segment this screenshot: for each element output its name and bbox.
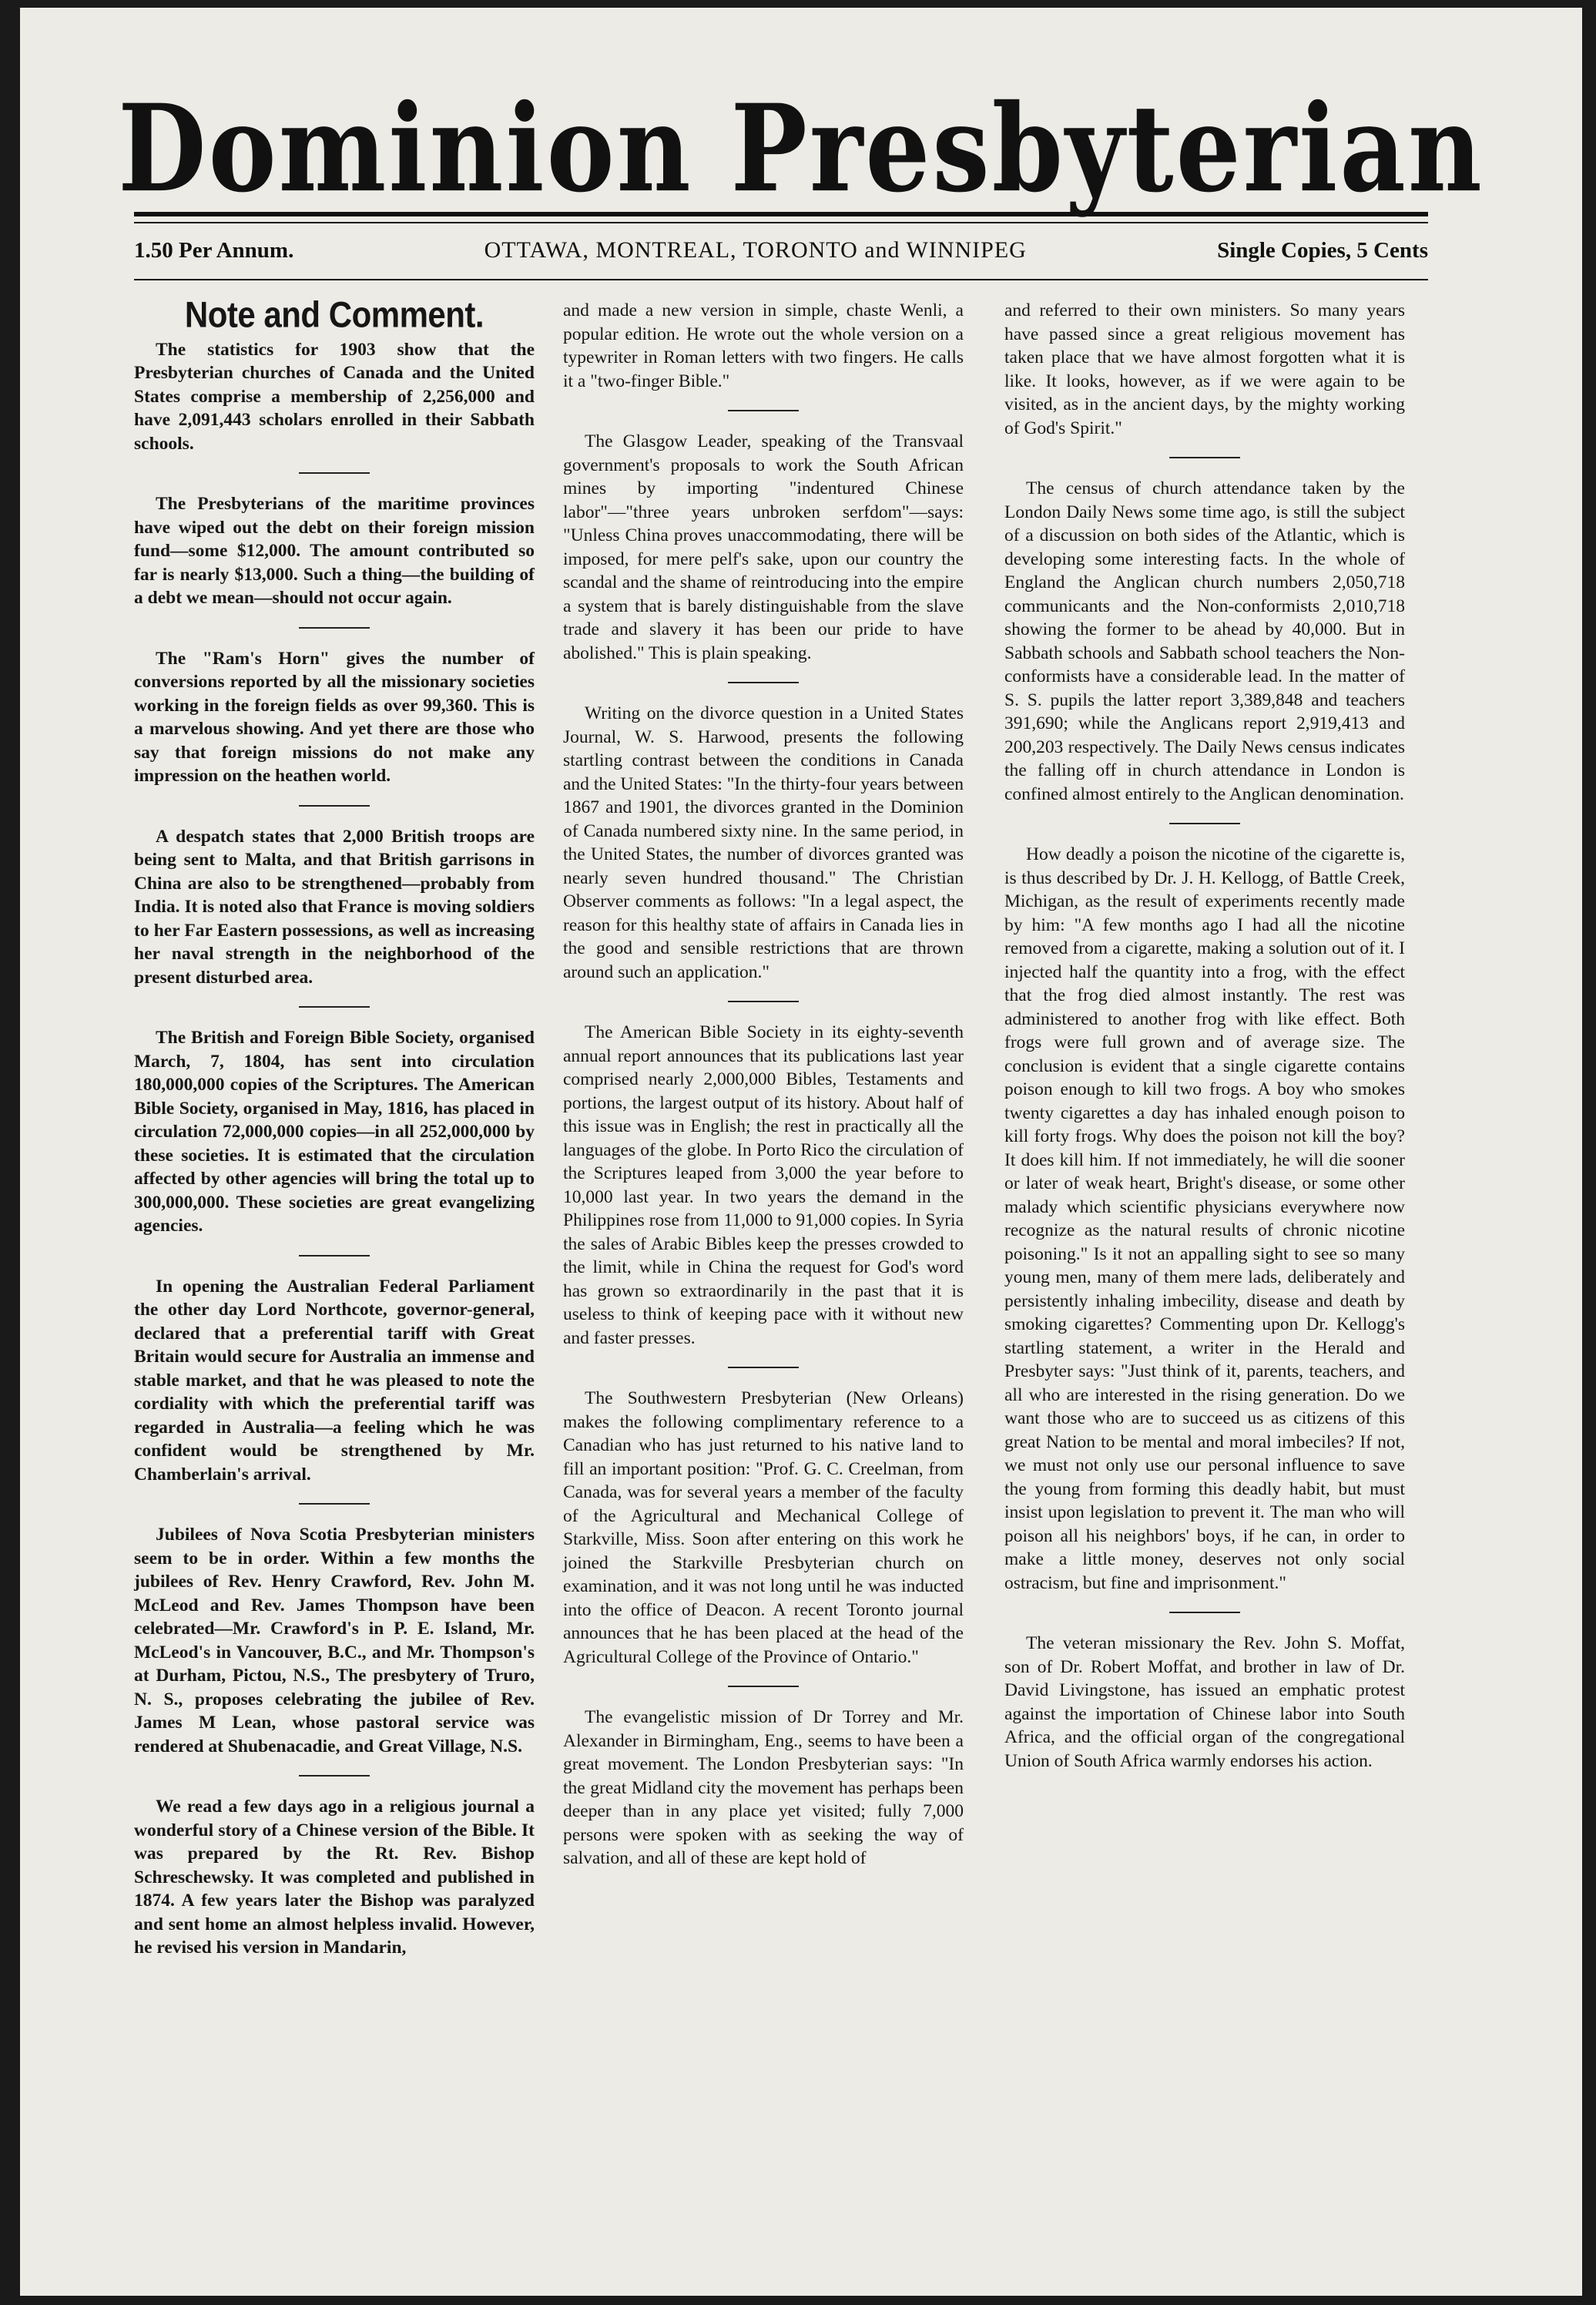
- article-paragraph: The American Bible Society in its eighty-seventh annual report announces that its publications last year comprised nearly 2,000,000 Bibles, Testaments and portions, the largest output of its history. About half of this issue was in English; the rest in practically all the languages of the globe. In Porto Rico the circulation of the Scriptures leaped from 3,000 the year before to 10,000 last year. In two years the demand in the Philippines rose from 11,000 to 91,000 copies. In Syria the sales of Arabic Bibles keep the presses crowded to the limit, while in China the request for God's word has grown so extraordinarily in the past that it is useless to think of keeping pace with it without new and faster presses.: [563, 1022, 964, 1348]
- section-heading: Note and Comment.: [184, 294, 484, 335]
- article-separator: [728, 410, 799, 411]
- column-3: [1004, 299, 1405, 1773]
- info-bar-rule: [134, 279, 1428, 280]
- article-separator: [299, 627, 370, 629]
- article-separator: [299, 472, 370, 474]
- article-paragraph: The British and Foreign Bible Society, organised March, 7, 1804, has sent into circulation 180,000,000 copies of the Scriptures. The American Bible Society, organised in May, 1816, has placed in circulation 72,000,000 copies—in all 252,000,000 by these societies. It is estimated that the circulation affected by other agencies will bring the total up to 300,000,000. These societies are great evangelizing agencies.: [134, 1028, 535, 1236]
- article-paragraph: The evangelistic mission of Dr Torrey and Mr. Alexander in Birmingham, Eng., seems to have been a great movement. The London Presbyterian says: "In the great Midland city the movement has perhaps been deeper than in any place yet visited; fully 7,000 persons were spoken with as seeking the way of salvation, and all of these are kept hold of: [563, 1707, 964, 1868]
- article-separator: [1169, 823, 1240, 824]
- subscription-price: 1.50 Per Annum.: [134, 237, 294, 263]
- article-separator: [728, 682, 799, 683]
- article-paragraph: We read a few days ago in a religious journal a wonderful story of a Chinese version of the Bible. It was prepared by the Rt. Rev. Bishop Schreschewsky. It was completed and published in 1874. A few years later the Bishop was paralyzed and sent home an almost helpless invalid. However, he revised his version in Mandarin,: [134, 1797, 535, 1958]
- article-separator: [728, 1367, 799, 1368]
- masthead-rule-thin: [134, 222, 1428, 223]
- article-paragraph: The Southwestern Presbyterian (New Orleans) makes the following complimentary reference to a Canadian who has just returned to his native land to fill an important position: "Prof. G. C. Creelman, from Canada, was for several years a member of the faculty of the Agricultural and Mechanical College of Starkville, Miss. Soon after entering on this work he joined the Starkville Presbyterian church on examination, and it was not long until he was inducted into the office of Deacon. A recent Toronto journal announces that he has been placed at the head of the Agricultural College of the Province of Ontario.": [563, 1388, 964, 1667]
- article-separator: [1169, 457, 1240, 458]
- article-paragraph: The "Ram's Horn" gives the number of conversions reported by all the missionary societies working in the foreign fields as over 99,360. This is a marvelous showing. And yet there are those who say that foreign missions do not make any impression on the heathen world.: [134, 648, 535, 786]
- article-paragraph: The census of church attendance taken by the London Daily News some time ago, is still the subject of a discussion on both sides of the Atlantic, which is developing some interesting facts. In the whole of England the Anglican church numbers 2,050,718 communicants and the Non-conformists 2,010,718 showing the former to be ahead by 40,000. But in Sabbath schools and Sabbath school teachers the Non-conformists have a considerable lead. In the matter of S. S. pupils the latter report 3,389,848 and teachers 391,690; while the Anglicans report 2,919,413 and 200,203 respectively. The Daily News census indicates the falling off in church attendance in London is confined almost entirely to the Anglican denomination.: [1004, 478, 1405, 804]
- article-separator: [1169, 1612, 1240, 1613]
- article-paragraph: In opening the Australian Federal Parliament the other day Lord Northcote, governor-general, declared that a preferential tariff with Great Britain would secure for Australia an immense and stable market, and that he was pleased to note the cordiality with which the preferential tariff was regarded in Australia—a feeling which he was confident would be strengthened by Mr. Chamberlain's arrival.: [134, 1276, 535, 1485]
- masthead: [20, 79, 1582, 220]
- article-paragraph: The Presbyterians of the maritime provinces have wiped out the debt on their foreign mission fund—some $12,000. The amount contributed so far is nearly $13,000. Such a thing—the building of a debt we mean—should not occur again.: [134, 494, 535, 608]
- article-paragraph: How deadly a poison the nicotine of the cigarette is, is thus described by Dr. J. H. Kellogg, of Battle Creek, Michigan, as the result of experiments recently made by him: "A few months ago I had all the nicotine removed from a cigarette, making a solution out of it. I injected half the quantity into a frog, with the effect that the frog died almost instantly. The rest was administered to another frog with like effect. Both frogs were full grown and of average size. The conclusion is evident that a single cigarette contains poison enough to kill two frogs. A boy who smokes twenty cigarettes a day has inhaled enough poison to kill forty frogs. Why does the poison not kill the boy? It does kill him. If not immediately, he will die sooner or later of weak heart, Bright's disease, or some other malady which scientific physicians everywhere now recognize as the natural results of chronic nicotine poisoning." Is it not an appalling sight to see so many young men, many of them mere lads, deliberately and persistently inhaling imbecility, disease and death by smoking cigarettes? Commenting upon Dr. Kellogg's startling statement, a writer in the Herald and Presbyter says: "Just think of it, parents, teachers, and all who are interested in the rising generation. Do we want those who are to succeed us as citizens of this great Nation to be mental and moral imbeciles? If not, we must not only use our personal influence to save the young from forming this deadly habit, but must insist upon legislation to prevent it. The man who will poison all his neighbors' boys, if he can, in order to make a little money, deserves not only social ostracism, but fine and imprisonment.": [1004, 844, 1405, 1593]
- article-separator: [299, 1503, 370, 1505]
- masthead-title: Dominion Presbyterian: [118, 79, 1484, 220]
- article-separator: [728, 1686, 799, 1687]
- masthead-rule-thick: [134, 212, 1428, 216]
- article-paragraph: Writing on the divorce question in a United States Journal, W. S. Harwood, presents the following startling contrast between the conditions in Canada and the United States: "In the thirty-four years between 1867 and 1901, the divorces granted in the Dominion of Canada numbered sixty nine. In the same period, in the United States, the number of divorces granted was nearly seven hundred thousand." The Christian Observer comments as follows: "In a legal aspect, the reason for this healthy state of affairs in Canada lies in the good and sensible restrictions that are thrown around such an application.": [563, 703, 964, 982]
- article-separator: [299, 1255, 370, 1257]
- article-paragraph: and referred to their own ministers. So many years have passed since a great religious movement has taken place that we have almost forgotten what it is like. It looks, however, as if we were again to be visited, as in the ancient days, by the mighty working of God's Spirit.": [1004, 300, 1405, 438]
- article-paragraph: and made a new version in simple, chaste Wenli, a popular edition. He wrote out the whole version on a typewriter in Roman letters with two fingers. He calls it a "two-finger Bible.": [563, 300, 964, 391]
- newspaper-page: [20, 8, 1582, 2296]
- article-separator: [728, 1001, 799, 1002]
- column-1: [134, 294, 535, 1960]
- article-paragraph: The Glasgow Leader, speaking of the Transvaal government's proposals to work the South African mines by importing "indentured Chinese labor"—"three years unbroken serfdom"—says: "Unless China proves unaccommodating, there will be imposed, for mere pelf's sake, upon our country the scandal and the shame of reintroducing into the empire a system that is barely distinguishable from the slave trade and slavery it has been our pride to have abolished." This is plain speaking.: [563, 431, 964, 663]
- article-paragraph: The statistics for 1903 show that the Presbyterian churches of Canada and the United States comprise a membership of 2,256,000 and have 2,091,443 scholars enrolled in their Sabbath schools.: [134, 339, 535, 454]
- article-paragraph: Jubilees of Nova Scotia Presbyterian ministers seem to be in order. Within a few months the jubilees of Rev. Henry Crawford, Rev. John M. McLeod and Rev. James Thompson have been celebrated—Mr. Crawford's in P. E. Island, Mr. McLeod's in Vancouver, B.C., and Mr. Thompson's at Durham, Pictou, N.S., The presbytery of Truro, N. S., proposes celebrating the jubilee of Rev. James M Lean, whose pastoral service was rendered at Shubenacadie, and Great Village, N.S.: [134, 1525, 535, 1756]
- article-separator: [299, 1775, 370, 1777]
- city-list: OTTAWA, MONTREAL, TORONTO and WINNIPEG: [484, 237, 1027, 263]
- column-2: [563, 299, 964, 1871]
- article-separator: [299, 1006, 370, 1008]
- article-paragraph: A despatch states that 2,000 British troops are being sent to Malta, and that British garrisons in China are also to be strengthened—probably from India. It is noted also that France is moving soldiers to her Far Eastern possessions, as well as increasing her naval strength in the neighborhood of the present disturbed area.: [134, 826, 535, 988]
- article-separator: [299, 805, 370, 807]
- single-copy-price: Single Copies, 5 Cents: [1217, 237, 1428, 263]
- masthead-info-bar: [134, 233, 1428, 268]
- article-paragraph: The veteran missionary the Rev. John S. Moffat, son of Dr. Robert Moffat, and brother in law of Dr. David Livingstone, has issued an emphatic protest against the importation of Chinese labor into South Africa, and the official organ of the congregational Union of South Africa warmly endorses his action.: [1004, 1633, 1405, 1771]
